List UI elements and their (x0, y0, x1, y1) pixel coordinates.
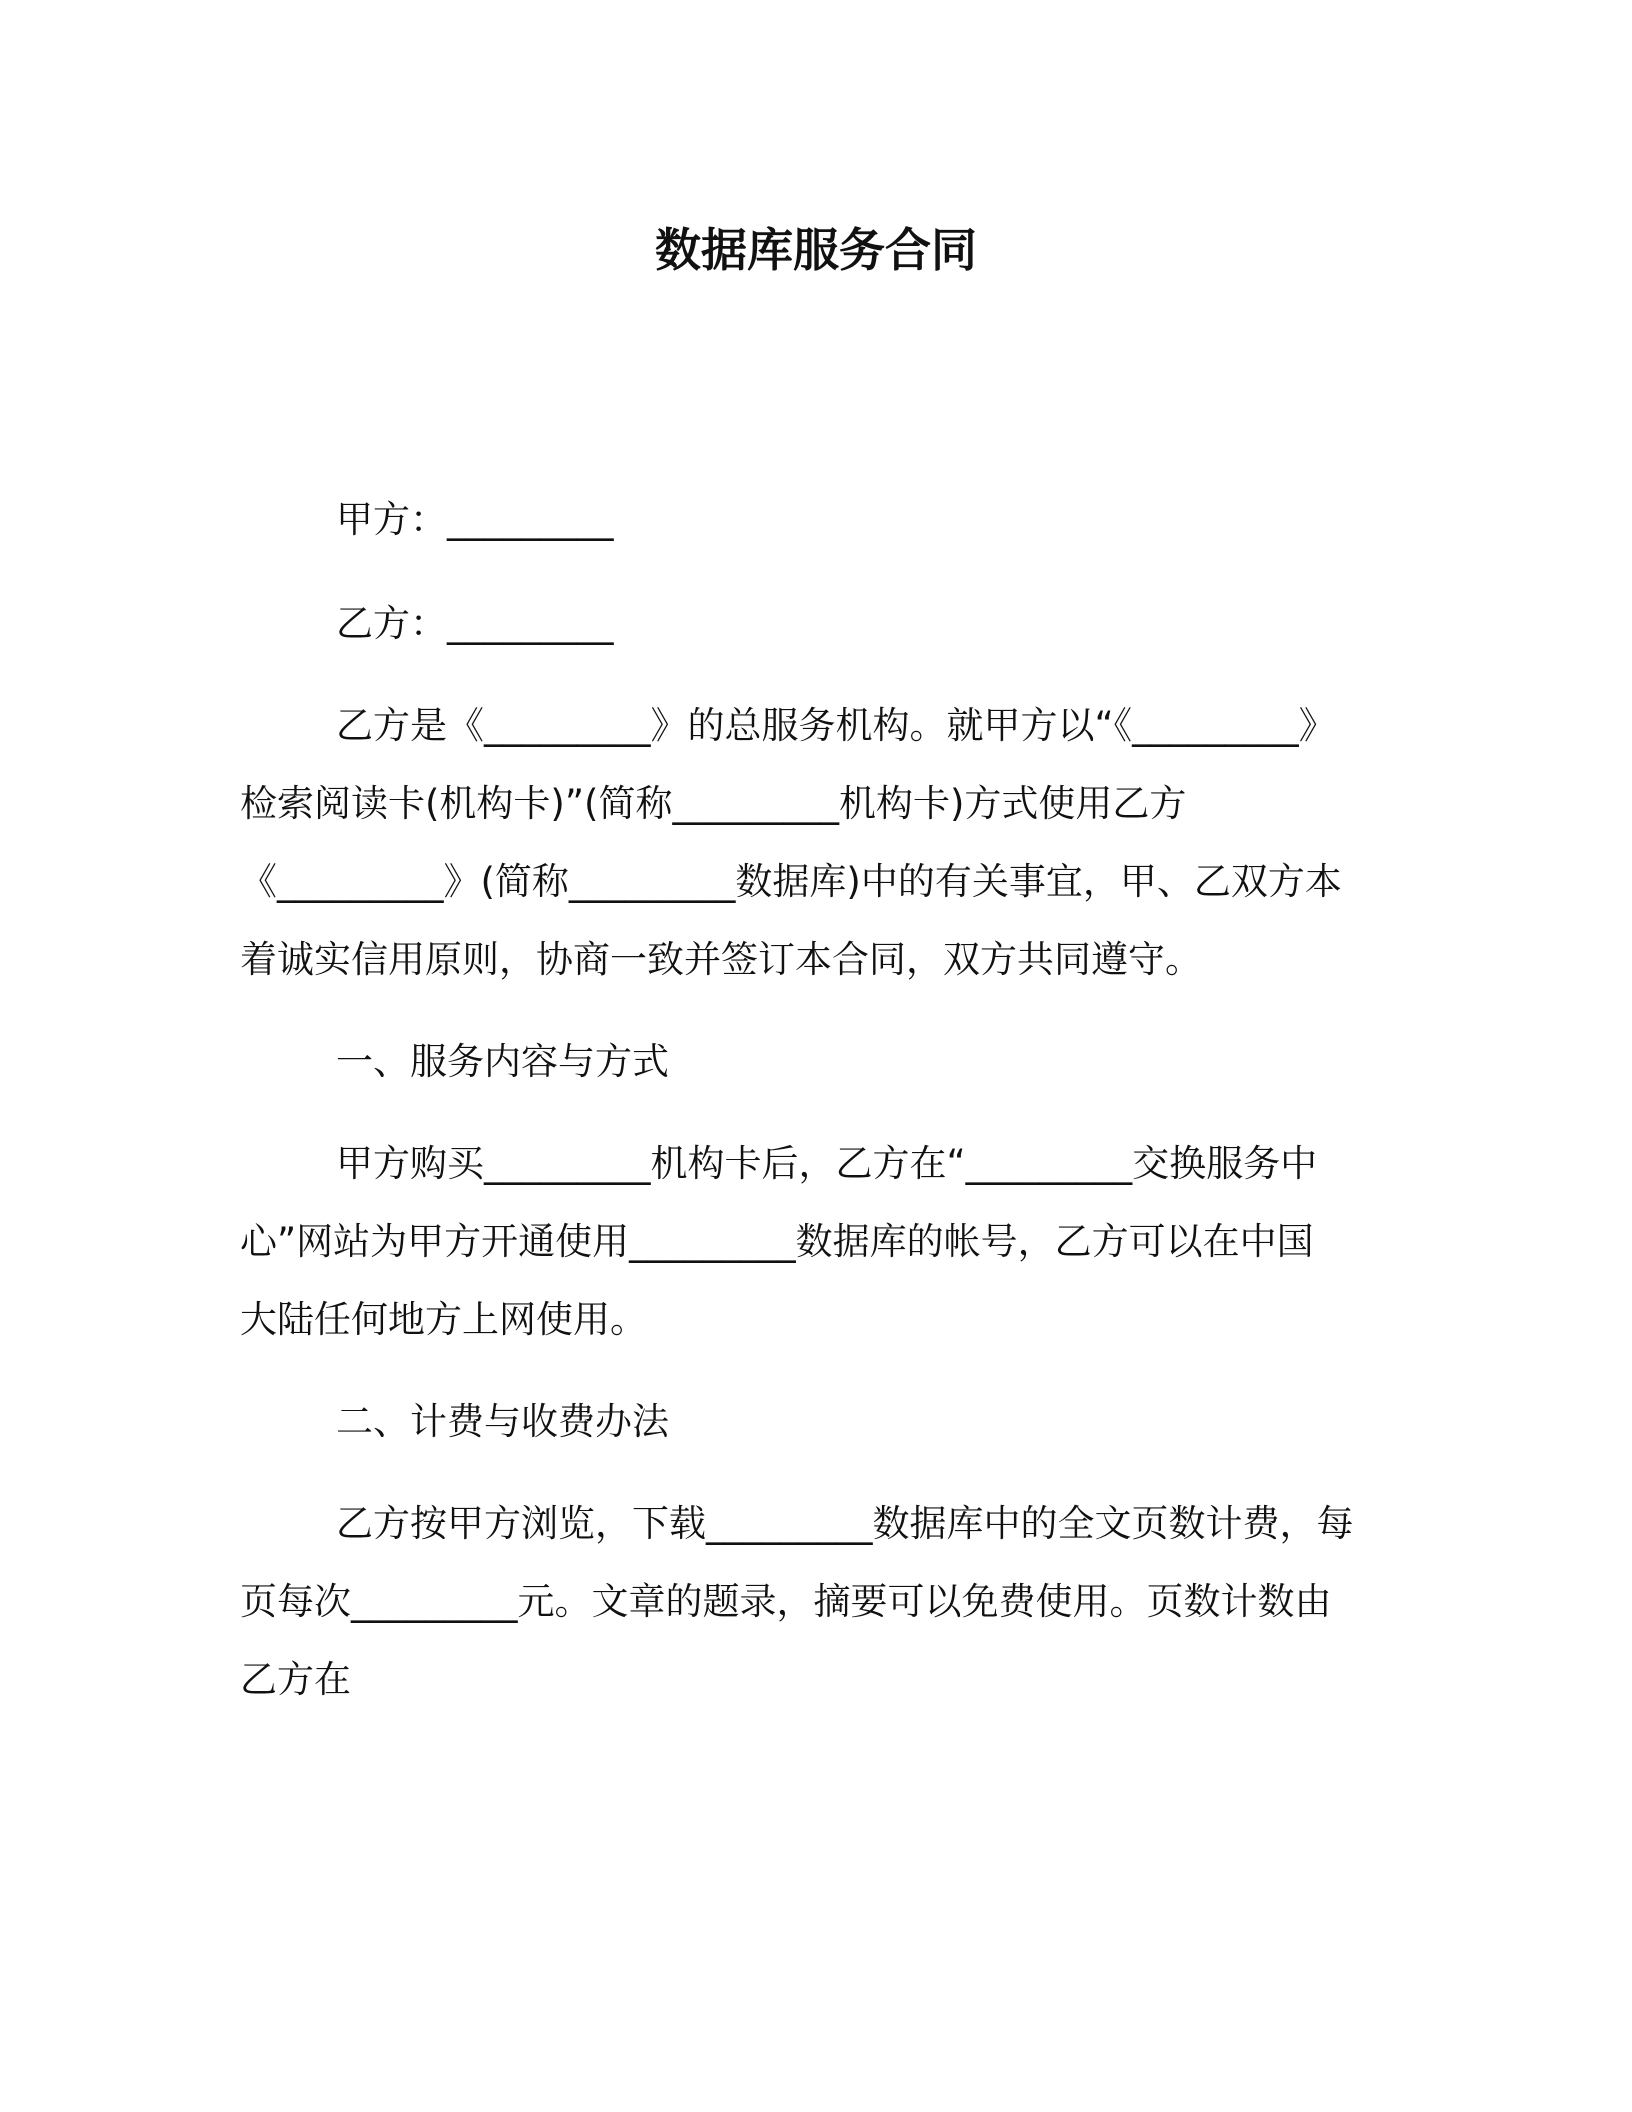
document-title: 数据库服务合同 (655, 223, 977, 277)
intro-line-3: 《_________》(简称_________数据库)中的有关事宜，甲、乙双方本 (240, 860, 1342, 903)
intro-line-2: 检索阅读卡(机构卡)”(简称_________机构卡)方式使用乙方 (240, 782, 1187, 825)
party-b-line: 乙方：_________ (336, 602, 614, 645)
section-2-line-3: 乙方在 (240, 1658, 351, 1701)
intro-line-4: 着诚实信用原则，协商一致并签订本合同，双方共同遵守。 (240, 938, 1202, 981)
section-1-line-3: 大陆任何地方上网使用。 (240, 1298, 647, 1341)
section-2-heading: 二、计费与收费办法 (336, 1400, 669, 1443)
intro-line-1: 乙方是《_________》的总服务机构。就甲方以“《_________》 (336, 704, 1336, 747)
section-2-line-2: 页每次_________元。文章的题录，摘要可以免费使用。页数计数由 (240, 1580, 1332, 1623)
section-1-line-2: 心”网站为甲方开通使用_________数据库的帐号，乙方可以在中国 (240, 1220, 1314, 1263)
section-1-heading: 一、服务内容与方式 (336, 1040, 669, 1083)
section-1-line-1: 甲方购买_________机构卡后，乙方在“_________交换服务中 (336, 1142, 1318, 1185)
party-a-line: 甲方：_________ (336, 498, 614, 541)
section-2-line-1: 乙方按甲方浏览，下载_________数据库中的全文页数计费，每 (336, 1502, 1354, 1545)
